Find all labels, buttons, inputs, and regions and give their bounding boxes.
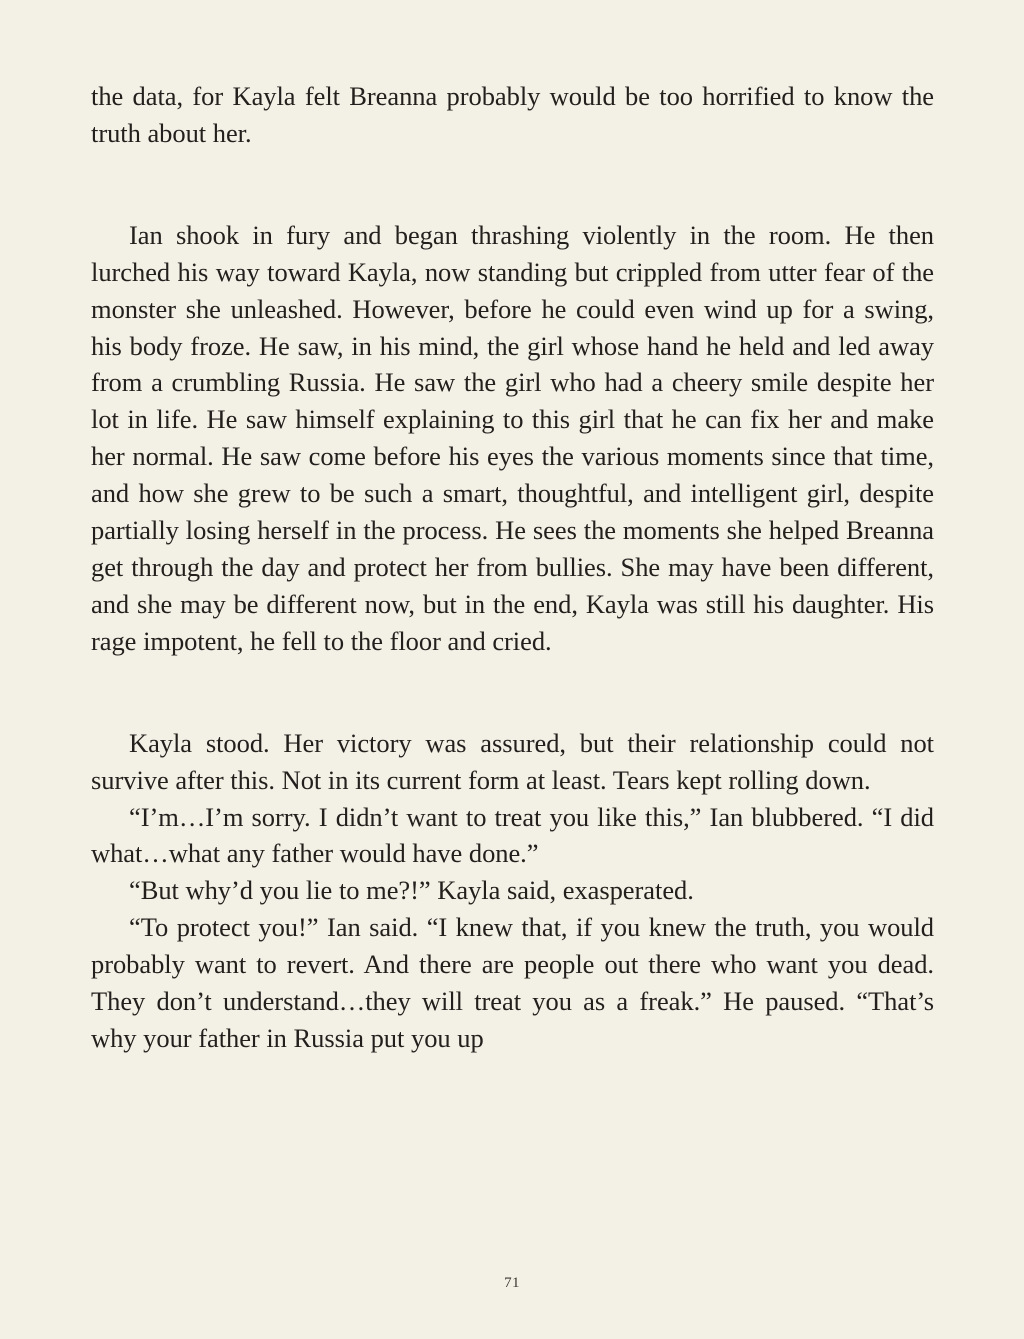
section-break-2	[91, 660, 934, 725]
paragraph-carryover: the data, for Kayla felt Breanna probably would be too horrified to know the truth about her.	[91, 81, 934, 148]
paragraph-ian-protect: “To protect you!” Ian said. “I knew that, if you knew the truth, you would probably want to revert. And there are people out there who want you dead. They don’t understand…they will treat you as a freak.” He paused. “That’s why your father in Russia put you up	[91, 912, 934, 1053]
paragraph-ian-sorry: “I’m…I’m sorry. I didn’t want to treat you like this,” Ian blubbered. “I did what…what any father would have done.”	[91, 801, 934, 869]
paragraph-ian-rage: Ian shook in fury and began thrashing violently in the room. He then lurched his way toward Kayla, now standing but crippled from utter fear of the monster she unleashed. However, before he could even wind up for a swing, his body froze. He saw, in his mind, the girl whose hand he held and led away from a crumbling Russia. He saw the girl who had a cheery smile despite her lot in life. He saw himself explaining to this girl that he can fix her and make her normal. He saw come before his eyes the various moments since that time, and how she grew to be such a smart, thoughtful, and intelligent girl, despite partially losing herself in the process. He sees the moments she helped Breanna get through the day and protect her from bullies. She may have been different, and she may be different now, but in the end, Kayla was still his daughter. His rage impotent, he fell to the floor and cried.	[91, 219, 934, 656]
paragraph-kayla-why-lie: “But why’d you lie to me?!” Kayla said, exasperated.	[129, 875, 694, 906]
paragraph-kayla-stood: Kayla stood. Her victory was assured, but their relationship could not survive after this. Not in its current form at least. Tears kept rolling down.	[91, 727, 934, 795]
section-break-1	[91, 152, 934, 217]
page-text-block	[91, 78, 934, 1057]
page-number: 71	[504, 1275, 520, 1291]
